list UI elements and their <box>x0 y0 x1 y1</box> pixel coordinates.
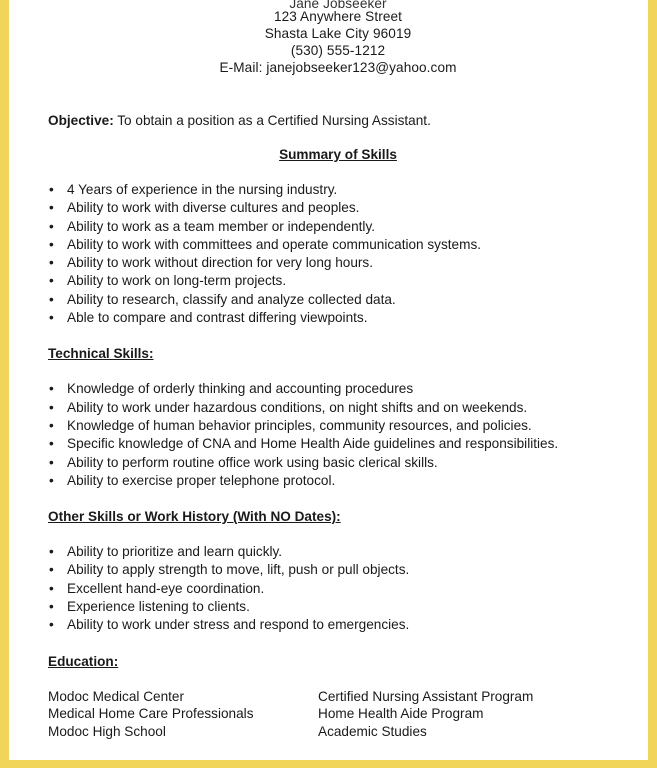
list-item-text: Ability to work without direction for very long hours. <box>67 255 373 271</box>
bullet-icon: • <box>49 436 54 452</box>
bullet-icon: • <box>49 617 54 633</box>
list-item <box>48 291 628 309</box>
bullet-icon: • <box>49 562 54 578</box>
list-item-text: Ability to work with committees and operate communication systems. <box>67 236 482 252</box>
list-item <box>48 309 628 327</box>
bullet-icon: • <box>49 236 54 252</box>
list-item-text: Ability to research, classify and analyze collected data. <box>67 291 396 307</box>
bullet-icon: • <box>49 273 54 289</box>
list-item <box>48 580 628 598</box>
phone-number: (530) 555-1212 <box>290 43 386 58</box>
summary-heading: Summary of Skills <box>279 147 397 162</box>
list-item-text: 4 Years of experience in the nursing industry. <box>67 182 338 197</box>
technical-skills-heading: Technical Skills: <box>48 346 154 362</box>
other-skills-heading: Other Skills or Work History (With NO Dates): <box>48 509 341 525</box>
list-item-text: Able to compare and contrast differing viewpoints. <box>67 310 368 326</box>
summary-list <box>48 181 628 327</box>
bullet-icon: • <box>49 291 54 307</box>
bullet-icon: • <box>49 310 54 326</box>
list-item-text: Ability to work as a team member or independently. <box>67 218 376 234</box>
education-program: Home Health Aide Program <box>318 706 484 722</box>
bullet-icon: • <box>49 580 54 596</box>
bullet-icon: • <box>49 182 54 197</box>
list-item-text: Knowledge of orderly thinking and accounting procedures <box>67 381 414 397</box>
list-item-text: Knowledge of human behavior principles, community resources, and policies. <box>67 417 532 433</box>
list-item-text: Experience listening to clients. <box>67 599 250 615</box>
education-school: Modoc High School <box>48 724 166 740</box>
list-item <box>48 380 628 398</box>
email-address: E-Mail: janejobseeker123@yahoo.com <box>219 60 457 75</box>
bullet-icon: • <box>49 255 54 271</box>
education-school: Modoc Medical Center <box>48 688 184 704</box>
education-program: Certified Nursing Assistant Program <box>318 688 534 704</box>
bullet-icon: • <box>49 381 54 397</box>
resume-document <box>48 0 628 741</box>
list-item <box>48 199 628 217</box>
education-program: Academic Studies <box>318 724 427 740</box>
list-item-text: Ability to work with diverse cultures and peoples. <box>67 200 360 216</box>
bullet-icon: • <box>49 218 54 234</box>
list-item <box>48 417 628 435</box>
list-item <box>48 399 628 417</box>
list-item <box>48 181 628 199</box>
list-item <box>48 218 628 236</box>
objective-text: To obtain a position as a Certified Nursing Assistant. <box>113 113 431 128</box>
bullet-icon: • <box>49 544 54 560</box>
bullet-icon: • <box>49 399 54 415</box>
technical-skills-list <box>48 380 628 490</box>
list-item-text: Ability to apply strength to move, lift, push or pull objects. <box>67 562 410 578</box>
bullet-icon: • <box>49 472 54 488</box>
list-item-text: Ability to work under stress and respond to emergencies. <box>67 617 410 633</box>
list-item <box>48 236 628 254</box>
list-item-text: Ability to work under hazardous conditions, on night shifts and on weekends. <box>67 399 528 415</box>
list-item <box>48 435 628 453</box>
list-item <box>48 561 628 579</box>
list-item-text: Specific knowledge of CNA and Home Health Aide guidelines and responsibilities. <box>67 436 559 452</box>
list-item-text: Ability to exercise proper telephone protocol. <box>67 472 336 488</box>
list-item-text: Ability to prioritize and learn quickly. <box>67 544 283 560</box>
other-skills-list <box>48 543 628 634</box>
education-table <box>48 688 628 741</box>
list-item <box>48 472 628 490</box>
education-school: Medical Home Care Professionals <box>48 706 254 722</box>
bullet-icon: • <box>49 599 54 615</box>
list-item <box>48 543 628 561</box>
street-address: 123 Anywhere Street <box>273 9 403 24</box>
list-item <box>48 254 628 272</box>
bullet-icon: • <box>49 454 54 470</box>
bullet-icon: • <box>49 200 54 216</box>
education-heading: Education: <box>48 653 119 669</box>
list-item <box>48 616 628 634</box>
list-item-text: Excellent hand-eye coordination. <box>67 580 265 596</box>
list-item <box>48 598 628 616</box>
city-zip: Shasta Lake City 96019 <box>264 26 412 41</box>
objective-label: Objective: <box>48 113 114 128</box>
objective-section <box>48 112 628 130</box>
list-item <box>48 272 628 290</box>
candidate-name: Jane Jobseeker <box>289 0 387 8</box>
bullet-icon: • <box>49 417 54 433</box>
list-item-text: Ability to work on long-term projects. <box>67 273 287 289</box>
list-item-text: Ability to perform routine office work using basic clerical skills. <box>67 454 438 470</box>
contact-header <box>48 0 628 76</box>
list-item <box>48 454 628 472</box>
